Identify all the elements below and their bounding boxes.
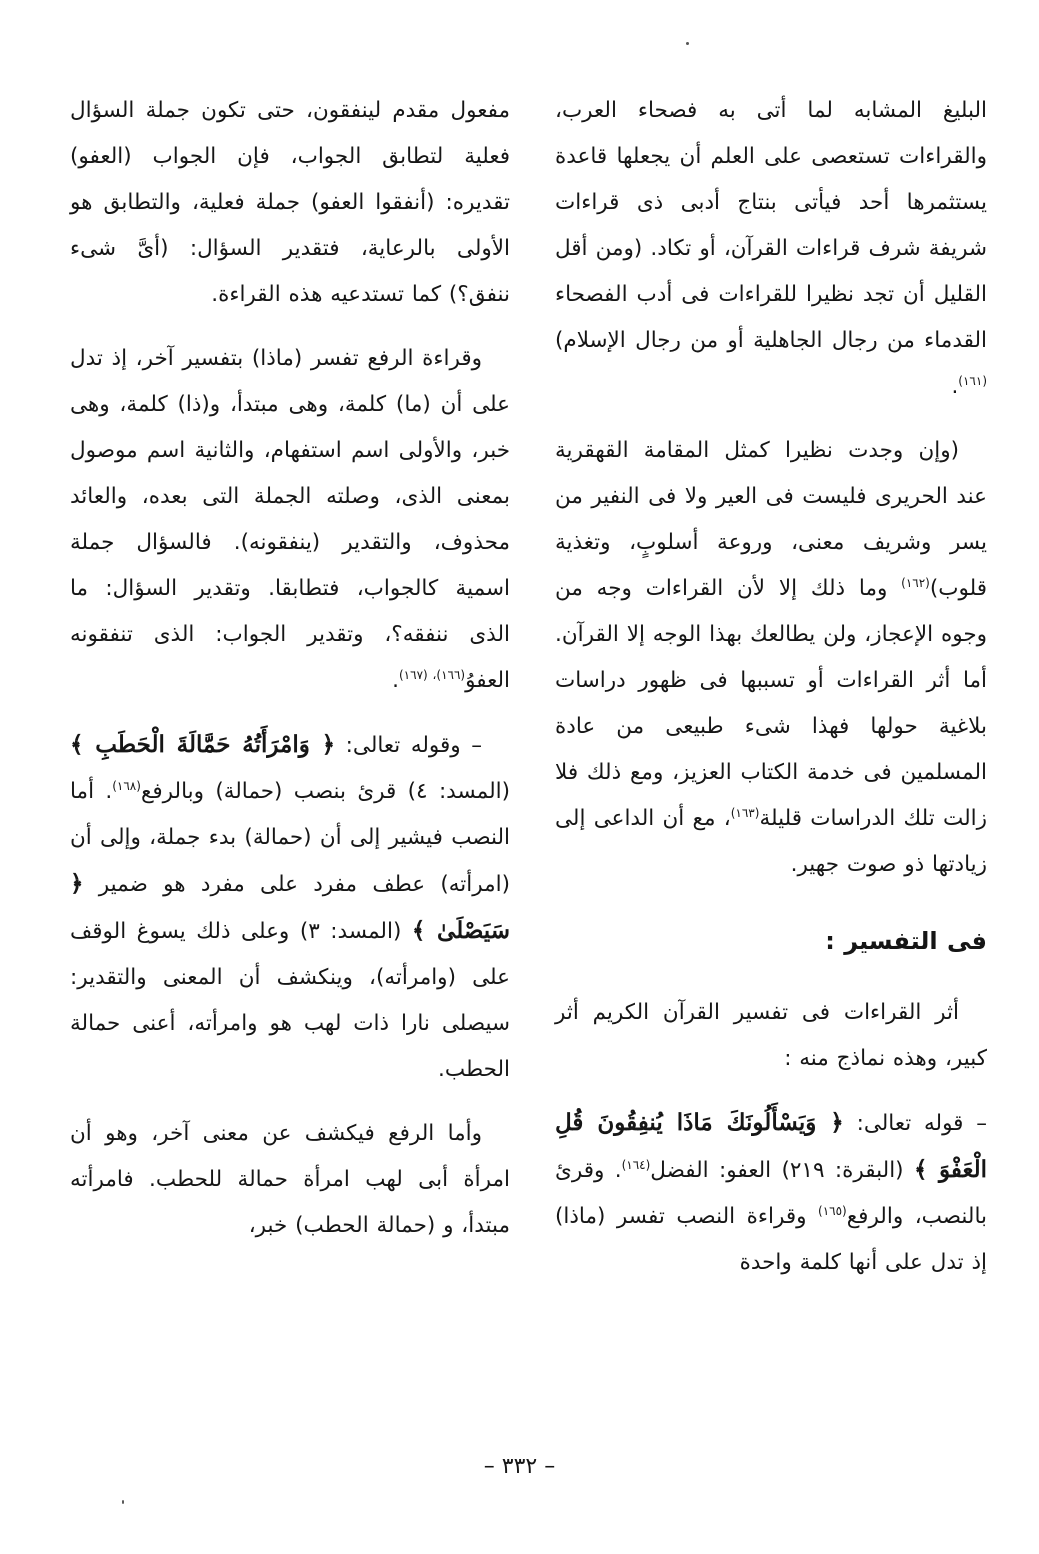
footnote-ref: (١٦٢) [901, 575, 930, 590]
footnote-ref: (١٦١) [958, 373, 987, 388]
left-paragraph-2 [70, 336, 510, 704]
text-line: البليغ المشابه لما أتى به فصحاء العرب، [555, 98, 987, 123]
right-paragraph-2 [555, 428, 987, 888]
left-column [70, 88, 510, 1249]
text-fragment: (المسد: ٤) قرئ بنصب (حمالة) وبالرفع [140, 779, 510, 804]
quran-verse: ﴿ وَيَسْأَلُونَكَ مَاذَا يُنفِقُونَ قُلِ الْعَفْوَ ﴾ [555, 1109, 987, 1183]
right-paragraph-3: أثر القراءات فى تفسير القرآن الكريم أثر كبير، وهذه نماذج منه : [555, 1000, 987, 1071]
footnote-ref: (١٦٦)، (١٦٧) [398, 667, 466, 682]
text-fragment: ، مع أن الداعى إلى زيادتها ذو صوت جهير. [555, 806, 987, 877]
right-column [555, 88, 987, 1286]
page-number: – ٣٣٢ – [483, 1454, 556, 1479]
text-line: والقراءات تستعصى على العلم أن يجعلها [616, 144, 987, 169]
scan-speck [122, 1500, 124, 1504]
footnote-ref: (١٦٥) [818, 1203, 847, 1218]
text-fragment: (وإن وجدت نظيرا كمثل المقامة القهقرية عند الحريرى فليست فى العير ولا فى النفير من يسر وشريف معنى، وروعة أسلوبٍ، وتغذية قلوب) [555, 438, 987, 601]
text-fragment: – وقوله تعالى: [335, 733, 483, 758]
footnote-ref: (١٦٣) [730, 805, 760, 820]
right-paragraph-1 [555, 88, 987, 410]
quran-verse: ﴿ سَيَصْلَىٰ ﴾ [70, 870, 510, 944]
text-fragment: (المسد: ٣) وعلى ذلك يسوغ الوقف على (وامرأته)، وينكشف أن المعنى والتقدير: سيصلى نارا ذات لهب هو وامرأته، أعنى حمالة الحطب. [70, 919, 510, 1082]
text-fragment: (البقرة: ٢١٩) العفو: الفضل [650, 1158, 914, 1183]
footnote-ref: (١٦٤) [621, 1157, 651, 1172]
text-line: قراءات شريفة شرف قراءات القرآن، أو [555, 190, 987, 261]
quran-verse: ﴿ وَامْرَأَتُهُ حَمَّالَةَ الْحَطَبِ ﴾ [70, 731, 336, 758]
text-fragment: . [392, 668, 399, 693]
text-fragment: . وقرئ بالنصب، والرفع [555, 1158, 987, 1229]
text-fragment: وما ذلك إلا لأن القراءات وجه من وجوه الإعجاز، ولن يطالعك بهذا الوجه إلا القرآن. أما أثر القراءات أو تسببها فى ظهور دراسات بلاغية حولها فهذا شىء طبيعى من عادة المسلمين فى خدمة الكتاب العزيز، ومع ذلك فلا زالت تلك الدراسات قليلة [555, 576, 987, 831]
right-paragraph-4 [555, 1100, 987, 1286]
text-fragment: وقراءة الرفع تفسر (ماذا) بتفسير آخر، إذ تدل على أن (ما) كلمة، وهى مبتدأ، و(ذا) كلمة، وهى خبر، والأولى اسم استفهام، والثانية اسم موصول بمعنى الذى، وصلته الجملة التى بعده، والعائد محذوف، والتقدير (ينفقونه). فالسؤال جملة اسمية كالجواب، فتطابقا. وتقدير السؤال: ما الذى ننفقه؟، وتقدير الجواب: الذى تنفقونه العفوُ [70, 346, 510, 693]
left-paragraph-3 [70, 722, 510, 1093]
text-line: للقراءات فى أدب الفصحاء القدماء من رجال [555, 282, 988, 353]
text-fragment: – قوله تعالى: [843, 1111, 987, 1136]
scan-speck [686, 42, 689, 45]
left-paragraph-4: وأما الرفع فيكشف عن معنى آخر، وهو أن امرأة أبى لهب امرأة حمالة للحطب. فامرأته مبتدأ، و (حمالة الحطب) خبر، [70, 1121, 510, 1238]
text-fragment: وقراءة النصب تفسر (ماذا) إذ تدل على أنها كلمة واحدة [555, 1204, 987, 1275]
text-fragment: . [951, 374, 959, 399]
text-fragment: . أما النصب فيشير إلى أن (حمالة) بدء جملة، وإلى أن (امرأته) عطف مفرد على مفرد هو ضمير [70, 779, 510, 897]
text-line: تكاد. (ومن أقل القليل أن تجد نظيرا [555, 236, 987, 307]
section-heading: فى التفسير : [825, 927, 987, 955]
footnote-ref: (١٦٨) [112, 778, 141, 793]
left-paragraph-1: مفعول مقدم لينفقون، حتى تكون جملة السؤال فعلية لتطابق الجواب، فإن الجواب (العفو) تقديره: (أنفقوا العفو) جملة فعلية، والتطابق هو الأولى بالرعاية، فتقدير السؤال: (أىَّ شىء ننفق؟) كما تستدعيه هذه القراءة. [70, 98, 510, 307]
text-line: الجاهلية أو من رجال الإسلام) [555, 328, 823, 353]
text-line: قاعدة يستثمرها أحد فيأتى بنتاج أدبى ذى [555, 144, 987, 215]
